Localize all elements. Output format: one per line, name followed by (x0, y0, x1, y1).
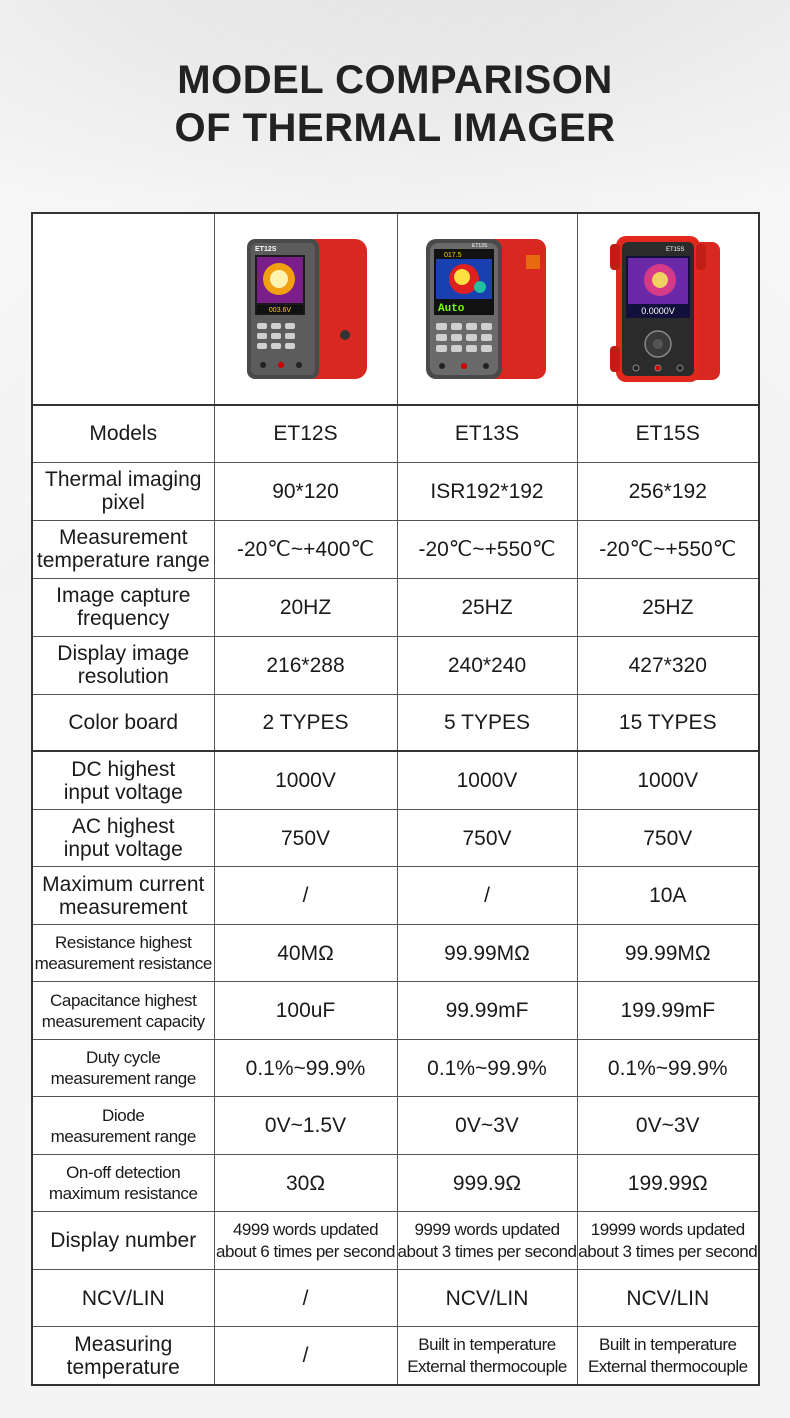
spec-label-line: measurement capacity (41, 1011, 205, 1031)
spec-value-line: 25HZ (642, 595, 694, 619)
spec-value-cell-et15s (577, 809, 759, 866)
spec-label-line: Thermal imaging (45, 468, 202, 492)
header-empty-cell (32, 213, 214, 405)
spec-value-cell-et13s (397, 520, 577, 578)
spec-row (32, 1155, 759, 1212)
spec-value-line: External thermocouple (587, 1356, 748, 1376)
spec-row (32, 694, 759, 751)
spec-value-cell-et15s (577, 1212, 759, 1270)
spec-label-cell (32, 925, 214, 982)
spec-value-cell-et13s (397, 1327, 577, 1385)
spec-label-cell (32, 405, 214, 462)
spec-row (32, 1097, 759, 1155)
spec-value-line: 100uF (275, 999, 336, 1023)
spec-value-cell-et12s (214, 1040, 397, 1097)
spec-value-line: 256*192 (628, 479, 707, 503)
spec-row (32, 636, 759, 694)
spec-label-line: NCV/LIN (81, 1286, 165, 1310)
spec-row (32, 982, 759, 1040)
spec-value-line: / (302, 1344, 309, 1368)
spec-label-line: temperature (66, 1355, 180, 1379)
spec-row (32, 1327, 759, 1385)
spec-value-cell-et13s (397, 925, 577, 982)
spec-value-cell-et15s (577, 1270, 759, 1327)
spec-value-line: 30Ω (285, 1171, 326, 1195)
spec-value-cell-et15s (577, 1097, 759, 1155)
page-title (0, 56, 790, 152)
spec-value-line: ET15S (635, 422, 700, 446)
spec-value-cell-et12s (214, 1270, 397, 1327)
spec-label-line: Diode (102, 1105, 145, 1125)
spec-value-cell-et12s (214, 578, 397, 636)
device-badge: ET15S (665, 247, 685, 254)
spec-row (32, 578, 759, 636)
spec-value-cell-et12s (214, 751, 397, 809)
spec-value-cell-et12s (214, 520, 397, 578)
product-image-cell-et15s (577, 213, 759, 405)
product-image-cell-et12s (214, 213, 397, 405)
spec-value-line: / (302, 1286, 309, 1310)
spec-label-line: DC highest (71, 757, 176, 781)
spec-label-cell (32, 520, 214, 578)
spec-value-cell-et13s (397, 751, 577, 809)
spec-value-line: 199.99Ω (627, 1171, 708, 1195)
spec-row (32, 751, 759, 809)
spec-value-cell-et12s (214, 1327, 397, 1385)
spec-label-line: pixel (101, 491, 145, 515)
spec-value-cell-et15s (577, 1155, 759, 1212)
spec-label-line: Resistance highest (55, 933, 192, 953)
spec-value-cell-et13s (397, 636, 577, 694)
spec-value-line: 0V~3V (635, 1114, 700, 1138)
spec-value-line: 2 TYPES (262, 711, 349, 735)
spec-row (32, 809, 759, 866)
spec-value-line: External thermocouple (407, 1356, 567, 1376)
spec-row (32, 1212, 759, 1270)
spec-label-line: Display number (50, 1229, 197, 1253)
spec-value-line: about 3 times per second (397, 1241, 577, 1261)
spec-value-cell-et15s (577, 405, 759, 462)
spec-value-line: 0.1%~99.9% (427, 1056, 547, 1080)
spec-label-line: Measuring (74, 1332, 173, 1356)
spec-value-cell-et13s (397, 1212, 577, 1270)
spec-label-line: measurement resistance (34, 954, 212, 974)
spec-label-line: Capacitance highest (50, 990, 197, 1010)
spec-value-line: 750V (280, 826, 331, 850)
spec-value-cell-et15s (577, 867, 759, 925)
spec-value-line: Built in temperature (418, 1334, 556, 1354)
spec-value-line: 5 TYPES (444, 711, 530, 735)
spec-value-line: 199.99mF (620, 999, 716, 1023)
device-badge: ET12S (254, 246, 276, 254)
spec-value-line: -20℃~+550℃ (599, 537, 737, 561)
spec-value-cell-et15s (577, 520, 759, 578)
spec-value-cell-et13s (397, 462, 577, 520)
spec-value-line: 10A (649, 884, 687, 908)
spec-value-line: / (484, 884, 490, 908)
spec-label-cell (32, 1155, 214, 1212)
spec-value-line: 19999 words updated (590, 1219, 745, 1239)
spec-value-cell-et13s (397, 809, 577, 866)
et12s-device-image (241, 235, 371, 383)
spec-label-line: input voltage (63, 838, 183, 861)
spec-value-line: 4999 words updated (232, 1219, 379, 1239)
spec-label-cell (32, 751, 214, 809)
spec-value-cell-et12s (214, 694, 397, 751)
spec-label-cell (32, 982, 214, 1040)
spec-label-line: Measurement (59, 526, 188, 550)
spec-label-line: resolution (77, 665, 169, 689)
screen-readout: 017.5 (444, 252, 462, 260)
spec-value-line: 40MΩ (277, 941, 334, 965)
spec-label-cell (32, 1040, 214, 1097)
spec-value-line: ET12S (273, 422, 338, 446)
spec-label-line: Maximum current (42, 872, 205, 896)
spec-label-line: measurement (59, 895, 188, 919)
spec-label-line: temperature range (36, 549, 210, 573)
spec-label-line: On-off detection (66, 1163, 181, 1183)
spec-value-line: 0.1%~99.9% (245, 1056, 366, 1080)
spec-value-cell-et15s (577, 694, 759, 751)
spec-value-line: 90*120 (272, 479, 339, 503)
spec-value-cell-et12s (214, 462, 397, 520)
spec-value-cell-et13s (397, 578, 577, 636)
spec-value-line: 216*288 (266, 653, 345, 677)
spec-value-line: 99.99MΩ (444, 941, 530, 965)
spec-value-line: 0V~1.5V (264, 1114, 347, 1138)
spec-value-line: 0V~3V (455, 1114, 519, 1138)
spec-label-line: Duty cycle (86, 1048, 161, 1068)
spec-value-cell-et12s (214, 1212, 397, 1270)
spec-value-line: / (302, 884, 309, 908)
spec-value-line: -20℃~+550℃ (418, 537, 556, 561)
spec-value-cell-et13s (397, 982, 577, 1040)
spec-row (32, 1040, 759, 1097)
spec-row (32, 1270, 759, 1327)
spec-value-line: 0.1%~99.9% (607, 1056, 728, 1080)
et15s-device-image (608, 234, 728, 384)
spec-value-line: about 3 times per second (578, 1241, 758, 1261)
spec-row (32, 405, 759, 462)
spec-value-cell-et12s (214, 636, 397, 694)
spec-label-line: measurement range (50, 1126, 196, 1146)
spec-value-line: ISR192*192 (430, 479, 544, 503)
spec-value-cell-et15s (577, 925, 759, 982)
spec-value-line: Built in temperature (599, 1334, 737, 1354)
spec-label-cell (32, 462, 214, 520)
spec-value-line: 99.99mF (445, 999, 529, 1023)
spec-value-line: NCV/LIN (626, 1286, 710, 1310)
screen-readout: 0.0000V (640, 306, 675, 317)
spec-value-line: 20HZ (279, 595, 332, 619)
product-image-row (32, 213, 759, 405)
spec-value-cell-et13s (397, 405, 577, 462)
comparison-table-body (32, 213, 759, 1385)
spec-label-line: Color board (68, 711, 179, 735)
spec-label-cell (32, 694, 214, 751)
spec-row (32, 520, 759, 578)
spec-value-line: 1000V (275, 769, 336, 793)
spec-value-line: 1000V (637, 769, 699, 793)
spec-value-line: -20℃~+400℃ (236, 537, 375, 561)
spec-value-cell-et12s (214, 809, 397, 866)
spec-value-cell-et13s (397, 694, 577, 751)
screen-mode: Auto (438, 303, 465, 316)
spec-value-cell-et12s (214, 925, 397, 982)
spec-value-cell-et12s (214, 405, 397, 462)
device-badge: ET13S (472, 243, 488, 250)
spec-value-line: 15 TYPES (618, 711, 717, 735)
spec-label-line: input voltage (63, 780, 183, 804)
page-title-line-1: MODEL COMPARISON (177, 58, 613, 102)
spec-value-line: 1000V (456, 769, 518, 793)
spec-value-cell-et15s (577, 751, 759, 809)
spec-value-line: 750V (462, 826, 512, 850)
spec-value-line: about 6 times per second (216, 1241, 395, 1261)
spec-value-line: 240*240 (447, 653, 527, 677)
spec-label-cell (32, 867, 214, 925)
spec-row (32, 867, 759, 925)
spec-value-line: 9999 words updated (414, 1219, 560, 1239)
spec-value-cell-et15s (577, 1040, 759, 1097)
spec-value-cell-et12s (214, 982, 397, 1040)
spec-value-cell-et13s (397, 1097, 577, 1155)
spec-label-cell (32, 1327, 214, 1385)
spec-value-line: 427*320 (628, 653, 707, 677)
spec-label-cell (32, 1097, 214, 1155)
spec-value-cell-et12s (214, 1155, 397, 1212)
spec-label-line: measurement range (50, 1069, 196, 1089)
spec-value-cell-et15s (577, 462, 759, 520)
screen-readout: 003.6V (268, 307, 291, 315)
spec-value-cell-et13s (397, 1155, 577, 1212)
spec-label-line: Models (89, 422, 158, 446)
spec-value-cell-et12s (214, 867, 397, 925)
spec-value-line: 999.9Ω (452, 1171, 522, 1195)
spec-value-cell-et15s (577, 982, 759, 1040)
spec-label-line: frequency (77, 607, 170, 631)
spec-value-line: 99.99MΩ (624, 941, 711, 965)
spec-row (32, 462, 759, 520)
et13s-device-image (422, 235, 552, 383)
spec-value-line: ET13S (454, 422, 520, 446)
spec-label-line: AC highest (71, 815, 175, 838)
spec-label-cell (32, 1270, 214, 1327)
spec-value-line: 750V (643, 826, 693, 850)
spec-label-line: Image capture (56, 584, 191, 608)
spec-value-cell-et15s (577, 1327, 759, 1385)
spec-value-cell-et12s (214, 1097, 397, 1155)
spec-label-cell (32, 1212, 214, 1270)
spec-value-cell-et13s (397, 1270, 577, 1327)
spec-value-cell-et15s (577, 636, 759, 694)
spec-value-cell-et15s (577, 578, 759, 636)
spec-value-cell-et13s (397, 867, 577, 925)
spec-label-cell (32, 636, 214, 694)
spec-row (32, 925, 759, 982)
spec-value-line: 25HZ (461, 595, 513, 619)
spec-label-cell (32, 809, 214, 866)
spec-label-line: Display image (57, 642, 190, 666)
spec-value-cell-et13s (397, 1040, 577, 1097)
page-title-line-2: OF THERMAL IMAGER (174, 106, 616, 150)
spec-label-cell (32, 578, 214, 636)
product-image-cell-et13s (397, 213, 577, 405)
spec-label-line: maximum resistance (48, 1184, 198, 1204)
comparison-table (31, 212, 760, 1386)
spec-value-line: NCV/LIN (445, 1286, 529, 1310)
